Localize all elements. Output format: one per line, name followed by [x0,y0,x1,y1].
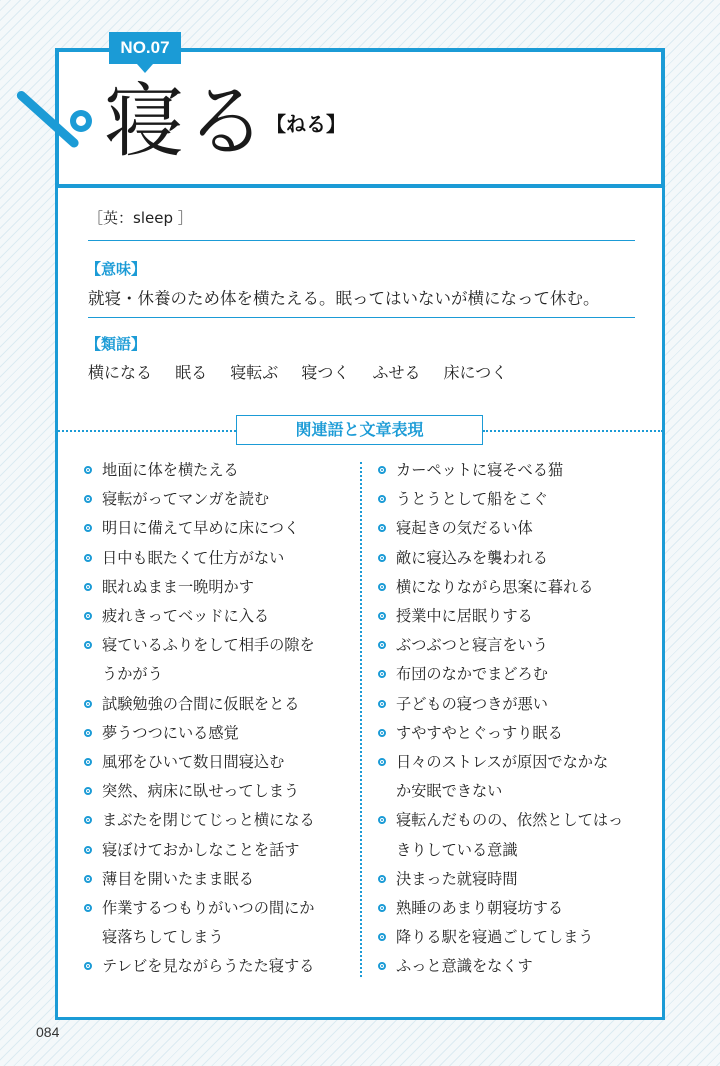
bullet-icon [378,554,386,562]
related-phrase [84,777,349,806]
phrase-text: 日々のストレスが原因でなかな [396,753,609,772]
divider [88,240,635,241]
bullet-icon [84,524,92,532]
related-phrase [84,573,349,602]
phrase-text: うかがう [102,665,163,684]
related-phrase [378,748,643,777]
phrase-text: 熟睡のあまり朝寝坊する [396,899,564,918]
bullet-icon [84,904,92,912]
bullet-icon [378,933,386,941]
phrase-text: カーペットに寝そべる猫 [396,461,564,479]
bullet-icon [84,962,92,970]
related-phrase [378,777,643,806]
related-phrase [378,865,643,894]
bullet-icon [378,612,386,620]
dotted-divider [483,430,663,432]
phrase-text: 薄目を開いたまま眠る [102,869,254,888]
phrase-text: 地面に体を横たえる [102,461,239,479]
bullet-icon [84,787,92,795]
phrase-text: 試験勉強の合間に仮眠をとる [102,694,300,713]
related-phrase [84,602,349,631]
bullet-icon [84,466,92,474]
phrase-text: 風邪をひいて数日間寝込む [102,753,285,772]
related-phrase [84,952,349,981]
bullet-icon [378,729,386,737]
phrase-text: 夢うつつにいる感覚 [102,723,239,742]
phrase-text: 寝転んだものの、依然としてはっ [396,811,624,830]
related-phrase [84,836,349,865]
related-phrase [378,806,643,835]
related-phrase [378,573,643,602]
meaning-label: 【意味】 [86,260,147,278]
related-phrase [378,456,643,485]
phrase-text: 寝ているふりをして相手の隙を [102,636,315,655]
related-phrase [378,631,643,660]
bullet-icon [84,612,92,620]
synonym: ふせる [372,363,421,382]
entry-number-badge: NO.07 [109,32,181,64]
phrase-text: テレビを見ながらうたた寝する [102,957,315,976]
bullet-icon [84,583,92,591]
phrase-text: 決まった就寝時間 [396,869,518,888]
phrase-text: か安眠できない [396,782,503,801]
bullet-icon [378,816,386,824]
related-phrase [378,894,643,923]
related-phrase [378,602,643,631]
meaning-text: 就寝・休養のため体を横たえる。眠ってはいないが横になって休む。 [88,289,600,308]
synonym: 寝つく [301,363,350,382]
phrase-text: すやすやとぐっすり眠る [396,723,563,742]
related-phrase [84,719,349,748]
phrase-text: ふっと意識をなくす [396,957,533,976]
bullet-icon [84,700,92,708]
related-phrase [84,631,349,660]
bullet-icon [378,524,386,532]
bullet-icon [378,670,386,678]
related-phrase [84,748,349,777]
phrase-text: 作業するつもりがいつの間にか [102,899,315,918]
bullet-icon [378,700,386,708]
related-phrase [84,660,349,689]
bullet-icon [378,758,386,766]
synonym: 床につく [443,363,508,382]
phrase-text: 日中も眠たくて仕方がない [102,548,285,567]
related-phrase [378,923,643,952]
phrase-text: 横になりながら思案に暮れる [396,577,594,596]
phrase-text: 授業中に居眠りする [396,607,533,626]
related-section-title: 関連語と文章表現 [236,415,483,445]
related-phrase [84,485,349,514]
phrase-text: 子どもの寝つきが悪い [396,694,548,713]
reading: 【ねる】 [266,112,346,136]
phrase-text: 疲れきってベッドに入る [102,607,270,626]
related-phrase [84,923,349,952]
related-phrase [84,894,349,923]
pin-knob-icon [70,110,92,132]
bullet-icon [84,729,92,737]
related-phrase [84,690,349,719]
bullet-icon [378,466,386,474]
phrase-text: 敵に寝込みを襲われる [396,548,548,567]
phrase-text: 布団のなかでまどろむ [396,665,548,684]
bullet-icon [378,495,386,503]
synonym: 横になる [88,363,153,382]
phrase-text: 寝落ちしてしまう [102,928,224,947]
bullet-icon [84,554,92,562]
phrase-text: 降りる駅を寝過ごしてしまう [396,928,594,947]
headword: 寝る [104,75,268,168]
bullet-icon [84,846,92,854]
related-phrase [84,806,349,835]
bullet-icon [378,904,386,912]
page-number: 084 [36,1024,60,1040]
bullet-icon [84,875,92,883]
bullet-icon [84,816,92,824]
bullet-icon [84,641,92,649]
related-phrase [84,544,349,573]
related-phrase [84,514,349,543]
related-phrase [378,719,643,748]
related-phrase [84,865,349,894]
phrase-text: うとうとして船をこぐ [396,490,548,509]
phrase-text: ぶつぶつと寝言をいう [396,636,548,655]
column-divider [360,462,362,977]
related-right-column [378,456,643,982]
bullet-icon [378,641,386,649]
bullet-icon [378,875,386,883]
phrase-text: きりしている意識 [396,840,518,859]
synonyms-label: 【類語】 [86,335,147,353]
phrase-text: 寝転がってマンガを読む [102,490,270,509]
related-phrase [378,952,643,981]
phrase-text: 突然、病床に臥せってしまう [102,782,300,801]
synonym: 寝転ぶ [230,363,279,382]
phrase-text: まぶたを閉じてじっと横になる [102,811,315,830]
related-phrase [84,456,349,485]
phrase-text: 寝ぼけておかしなことを話す [102,840,300,859]
divider [88,317,635,318]
phrase-text: 明日に備えて早めに床につく [102,519,300,538]
bullet-icon [84,758,92,766]
english-translation: ［英：sleep ］ [88,209,193,227]
synonym: 眠る [175,363,208,382]
badge-pointer-icon [137,64,153,73]
related-phrase [378,544,643,573]
phrase-text: 眠れぬまま一晩明かす [102,577,254,596]
bullet-icon [84,495,92,503]
related-phrase [378,836,643,865]
related-phrase [378,660,643,689]
synonyms-list [88,360,525,383]
bullet-icon [378,583,386,591]
related-phrase [378,485,643,514]
related-phrase [378,514,643,543]
phrase-text: 寝起きの気だるい体 [396,519,533,538]
bullet-icon [378,962,386,970]
related-phrase [378,690,643,719]
dotted-divider [58,430,236,432]
related-left-column [84,456,349,982]
